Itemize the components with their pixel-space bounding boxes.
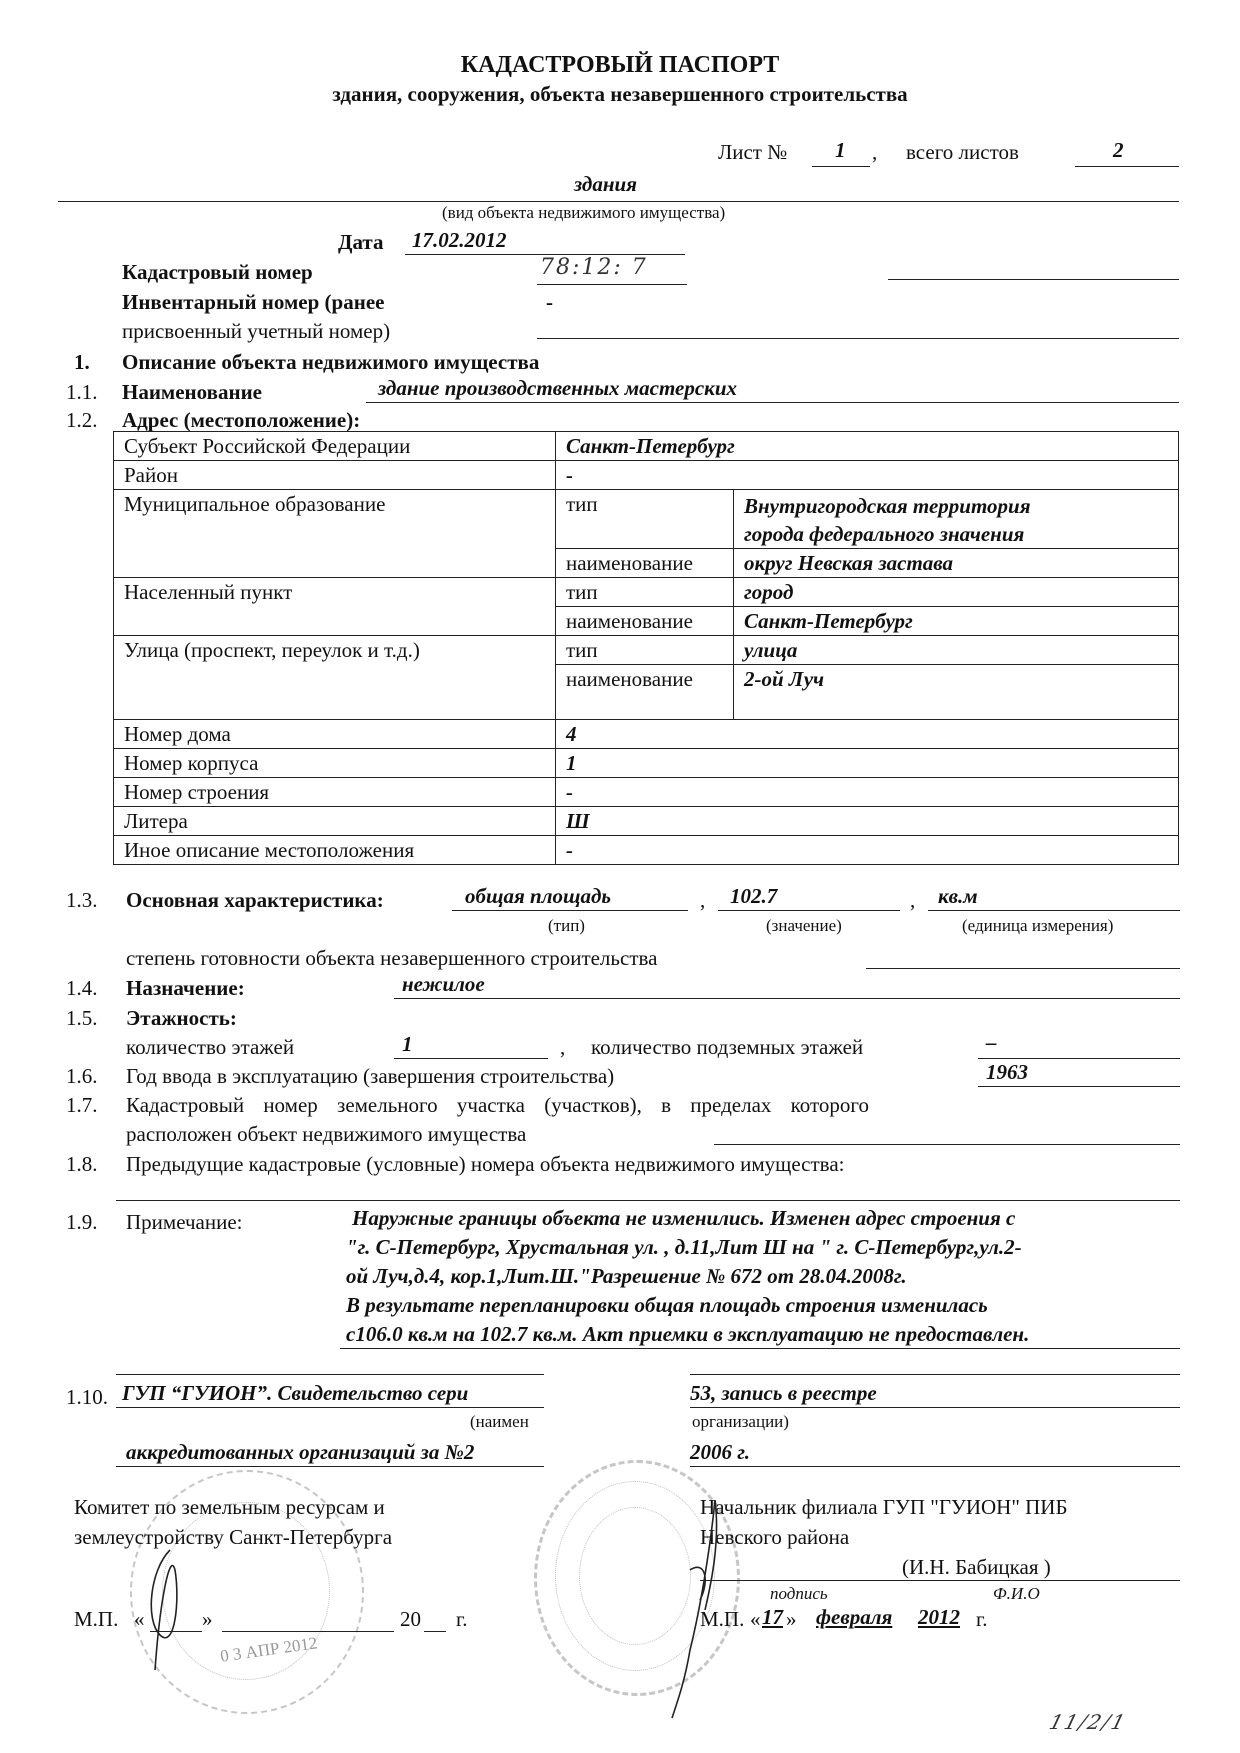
- name-label: Наименование: [122, 380, 262, 404]
- address-row-value: улица: [734, 636, 1179, 665]
- inventory-number-label: [122, 290, 384, 315]
- address-row-label: Литера: [114, 807, 556, 836]
- inventory-number-value: -: [546, 290, 553, 314]
- address-row-label: Муниципальное образование: [114, 490, 556, 578]
- year-value: 1963: [986, 1060, 1028, 1084]
- address-row-value: Ш: [556, 807, 1179, 836]
- type-caption: (тип): [548, 916, 585, 935]
- left-org-line-2: землеустройству Санкт-Петербурга: [74, 1525, 393, 1549]
- cadastral-number-value: 78:12: 7: [540, 255, 648, 280]
- right-quote-open: «: [750, 1607, 761, 1631]
- total-sheets-label: всего листов: [906, 140, 1019, 164]
- object-type-value: здания: [574, 172, 637, 196]
- corner-note: 11/2/1: [1046, 1710, 1130, 1734]
- address-num: 1.2.: [66, 408, 98, 432]
- note-label: Примечание:: [126, 1210, 243, 1234]
- address-row-label: Район: [114, 461, 556, 490]
- left-year-prefix: 20: [400, 1607, 421, 1631]
- address-row-other: [114, 836, 1179, 865]
- purpose-label: Назначение:: [126, 976, 245, 1000]
- left-mp-label: М.П.: [74, 1607, 119, 1631]
- right-name: (И.Н. Бабицкая ): [902, 1555, 1051, 1579]
- organization-line-2-right: 2006 г.: [690, 1440, 750, 1464]
- address-row-value: -: [556, 461, 1179, 490]
- address-row-house: [114, 720, 1179, 749]
- unit-caption: (единица измерения): [962, 916, 1114, 935]
- note-line: "г. С-Петербург, Хрустальная ул. , д.11,Лит Ш на " г. С-Петербург,ул.2-: [346, 1235, 1022, 1259]
- address-row-structure: [114, 778, 1179, 807]
- address-row-label: Улица (проспект, переулок и т.д.): [114, 636, 556, 720]
- organization-caption-right: организации): [692, 1412, 789, 1431]
- name-num: 1.1.: [66, 380, 98, 404]
- main-char-num: 1.3.: [66, 888, 98, 912]
- right-position-line-2: Невского района: [700, 1525, 850, 1549]
- organization-num: 1.10.: [66, 1385, 108, 1409]
- main-char-type-value: общая площадь: [465, 884, 612, 908]
- address-row-value: округ Невская застава: [734, 549, 1179, 578]
- comma-separator: ,: [700, 888, 706, 912]
- year-label: Год ввода в эксплуатацию (завершения строительства): [126, 1064, 615, 1088]
- main-char-label: Основная характеристика:: [126, 888, 384, 912]
- address-row-street-type: [114, 636, 1179, 665]
- land-plot-label-1: Кадастровый номер земельного участка (участков), в пределах которого: [126, 1093, 869, 1117]
- address-row-label: Номер корпуса: [114, 749, 556, 778]
- address-row-value: -: [556, 836, 1179, 865]
- address-subrow-label: наименование: [556, 607, 734, 636]
- right-quote-close: »: [786, 1607, 797, 1631]
- address-row-building: [114, 749, 1179, 778]
- address-row-value: 4: [556, 720, 1179, 749]
- note-line: с106.0 кв.м на 102.7 кв.м. Акт приемки в эксплуатацию не предоставлен.: [346, 1322, 1030, 1346]
- address-row-label: Номер строения: [114, 778, 556, 807]
- address-row-label: Субъект Российской Федерации: [114, 432, 556, 461]
- left-org-line-1: Комитет по земельным ресурсам и: [74, 1495, 385, 1519]
- floors-num: 1.5.: [66, 1006, 98, 1030]
- comma-separator: ,: [910, 888, 916, 912]
- sheet-label: Лист №: [718, 140, 788, 164]
- inventory-number-label-2: присвоенный учетный номер): [122, 319, 391, 343]
- note-line: В результате перепланировки общая площадь строения изменилась: [346, 1293, 988, 1317]
- year-num: 1.6.: [66, 1064, 98, 1088]
- right-year: 2012: [918, 1605, 960, 1629]
- left-quote-open: «: [134, 1607, 145, 1631]
- note-line: ой Луч,д.4, кор.1,Лит.Ш."Разрешение № 672 от 28.04.2008г.: [346, 1264, 907, 1288]
- main-char-value: 102.7: [730, 884, 778, 908]
- right-day: 17: [762, 1605, 783, 1629]
- previous-numbers-label: Предыдущие кадастровые (условные) номера объекта недвижимого имущества:: [126, 1152, 845, 1176]
- address-row-value: -: [556, 778, 1179, 807]
- address-subrow-label: тип: [556, 578, 734, 607]
- sheet-number: 1: [835, 138, 846, 162]
- left-signature: [140, 1540, 200, 1680]
- previous-numbers-num: 1.8.: [66, 1152, 98, 1176]
- underground-value: –: [986, 1030, 997, 1054]
- document-title: КАДАСТРОВЫЙ ПАСПОРТ: [460, 52, 780, 78]
- land-plot-num: 1.7.: [66, 1093, 98, 1117]
- address-row-value: Санкт-Петербург: [556, 432, 1179, 461]
- address-row-label: Номер дома: [114, 720, 556, 749]
- floor-count-value: 1: [402, 1032, 413, 1056]
- right-year-suffix: г.: [976, 1607, 988, 1631]
- purpose-num: 1.4.: [66, 976, 98, 1000]
- right-month: февраля: [816, 1605, 893, 1629]
- address-row-label: Населенный пункт: [114, 578, 556, 636]
- section-1-num: 1.: [74, 350, 90, 374]
- total-sheets-value: 2: [1113, 138, 1124, 162]
- signature-caption: подпись: [770, 1584, 828, 1603]
- address-row-litera: [114, 807, 1179, 836]
- land-plot-label-2: расположен объект недвижимого имущества: [126, 1122, 527, 1146]
- date-stamp: 0 3 АПР 2012: [219, 1633, 319, 1666]
- organization-line-1-right: 53, запись в реестре: [690, 1381, 877, 1405]
- organization-caption-left: (наимен: [470, 1412, 529, 1431]
- address-table: [113, 431, 1179, 865]
- left-year-suffix: г.: [456, 1607, 468, 1631]
- fio-caption: Ф.И.О: [993, 1584, 1040, 1603]
- sheet-comma: ,: [872, 140, 878, 164]
- address-subrow-label: тип: [556, 490, 734, 549]
- readiness-label: степень готовности объекта незавершенного строительства: [126, 946, 658, 970]
- floor-count-label: количество этажей: [126, 1035, 295, 1059]
- address-row-value: город: [734, 578, 1179, 607]
- document-subtitle: здания, сооружения, объекта незавершенного строительства: [332, 82, 908, 106]
- cadastral-number-label: Кадастровый номер: [122, 260, 313, 284]
- main-char-unit: кв.м: [938, 884, 978, 908]
- address-row-settlement-type: [114, 578, 1179, 607]
- date-label: Дата: [338, 230, 384, 254]
- organization-line-2-left: аккредитованных организаций за №2: [126, 1440, 475, 1464]
- underground-label: количество подземных этажей: [591, 1035, 864, 1059]
- address-subrow-label: наименование: [556, 665, 734, 720]
- object-type-caption: (вид объекта недвижимого имущества): [442, 203, 726, 222]
- right-mp-label: М.П.: [700, 1607, 745, 1631]
- address-row-label: Иное описание местоположения: [114, 836, 556, 865]
- address-subrow-label: наименование: [556, 549, 734, 578]
- inventory-number-label-bold: Инвентарный номер (ранее: [122, 290, 385, 314]
- note-line: Наружные границы объекта не изменились. Изменен адрес строения с: [352, 1206, 1016, 1230]
- floors-label: Этажность:: [126, 1006, 237, 1030]
- value-caption: (значение): [766, 916, 842, 935]
- right-position-line-1: Начальник филиала ГУП "ГУИОН" ПИБ: [700, 1495, 1068, 1519]
- address-subrow-label: тип: [556, 636, 734, 665]
- address-row-value: Внутригородская территория города федерального значения: [734, 490, 1179, 549]
- comma-separator: ,: [560, 1035, 566, 1059]
- organization-line-1-left: ГУП “ГУИОН”. Свидетельство сери: [122, 1381, 469, 1405]
- name-value: здание производственных мастерских: [378, 376, 738, 400]
- address-row-municipal-type: [114, 490, 1179, 549]
- section-1-title: Описание объекта недвижимого имущества: [122, 350, 540, 374]
- left-quote-close: »: [202, 1607, 213, 1631]
- date-value: 17.02.2012: [412, 228, 507, 252]
- address-label: Адрес (местоположение):: [122, 408, 361, 432]
- address-row-subject: [114, 432, 1179, 461]
- purpose-value: нежилое: [402, 972, 485, 996]
- note-num: 1.9.: [66, 1210, 98, 1234]
- address-row-district: [114, 461, 1179, 490]
- address-row-value: 2-ой Луч: [734, 665, 1179, 720]
- address-row-value: 1: [556, 749, 1179, 778]
- address-row-value: Санкт-Петербург: [734, 607, 1179, 636]
